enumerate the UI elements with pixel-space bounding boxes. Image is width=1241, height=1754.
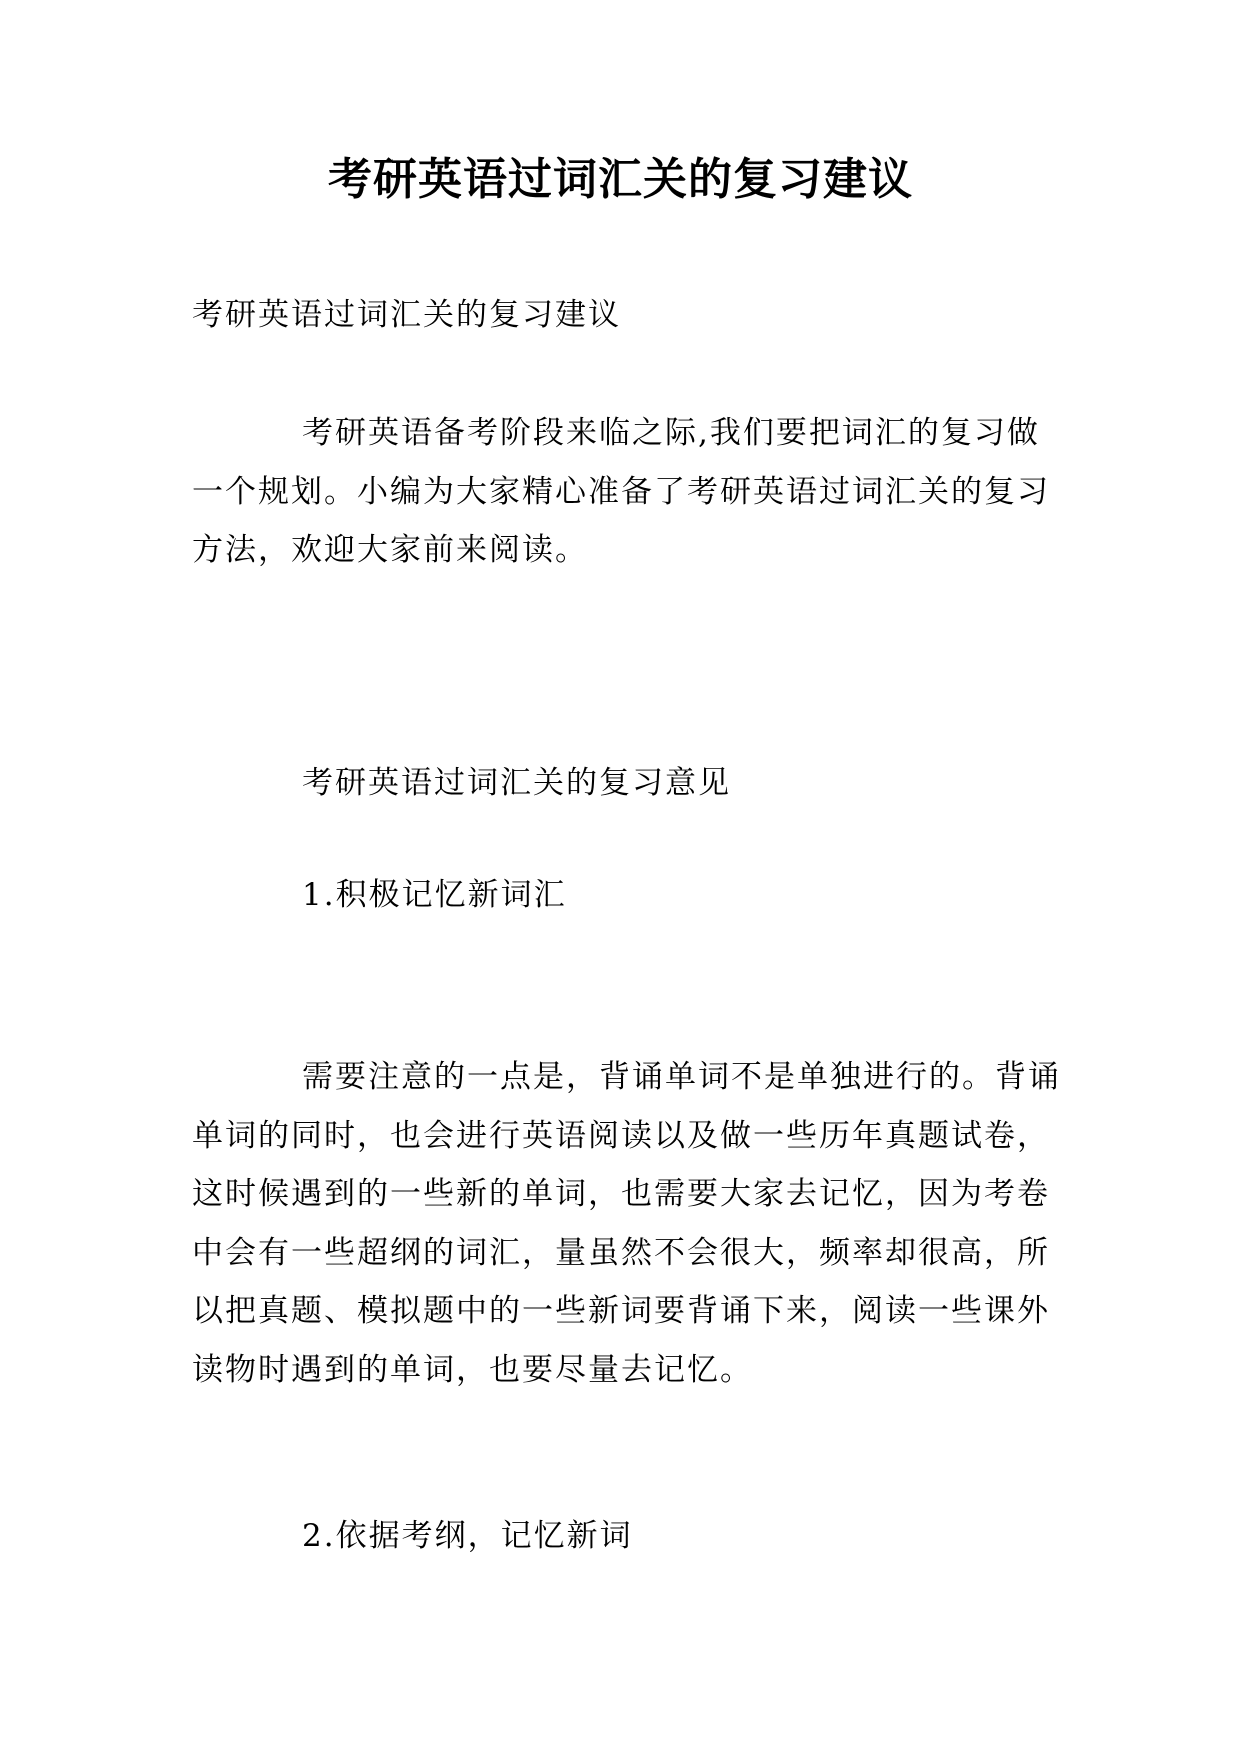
section-heading: 考研英语过词汇关的复习意见 (302, 765, 731, 801)
item-paragraph-1: 需要注意的一点是，背诵单词不是单独进行的。背诵单词的同时，也会进行英语阅读以及做一些历年真题试卷，这时候遇到的一些新的单词，也需要大家去记忆，因为考卷中会有一些超纲的词汇，量虽然不会很大，频率却很高，所以把真题、模拟题中的一些新词要背诵下来，阅读一些课外读物时遇到的单词，也要尽量去记忆。 (192, 1059, 1061, 1388)
document-title: 考研英语过词汇关的复习建议 (328, 154, 913, 205)
item-heading-2: 2.依据考纲，记忆新词 (302, 1518, 633, 1554)
item-heading-1: 1.积极记忆新词汇 (302, 877, 567, 913)
document-subtitle: 考研英语过词汇关的复习建议 (192, 297, 621, 333)
intro-paragraph: 考研英语备考阶段来临之际,我们要把词汇的复习做一个规划。小编为大家精心准备了考研英语过词汇关的复习方法，欢迎大家前来阅读。 (192, 415, 1050, 568)
